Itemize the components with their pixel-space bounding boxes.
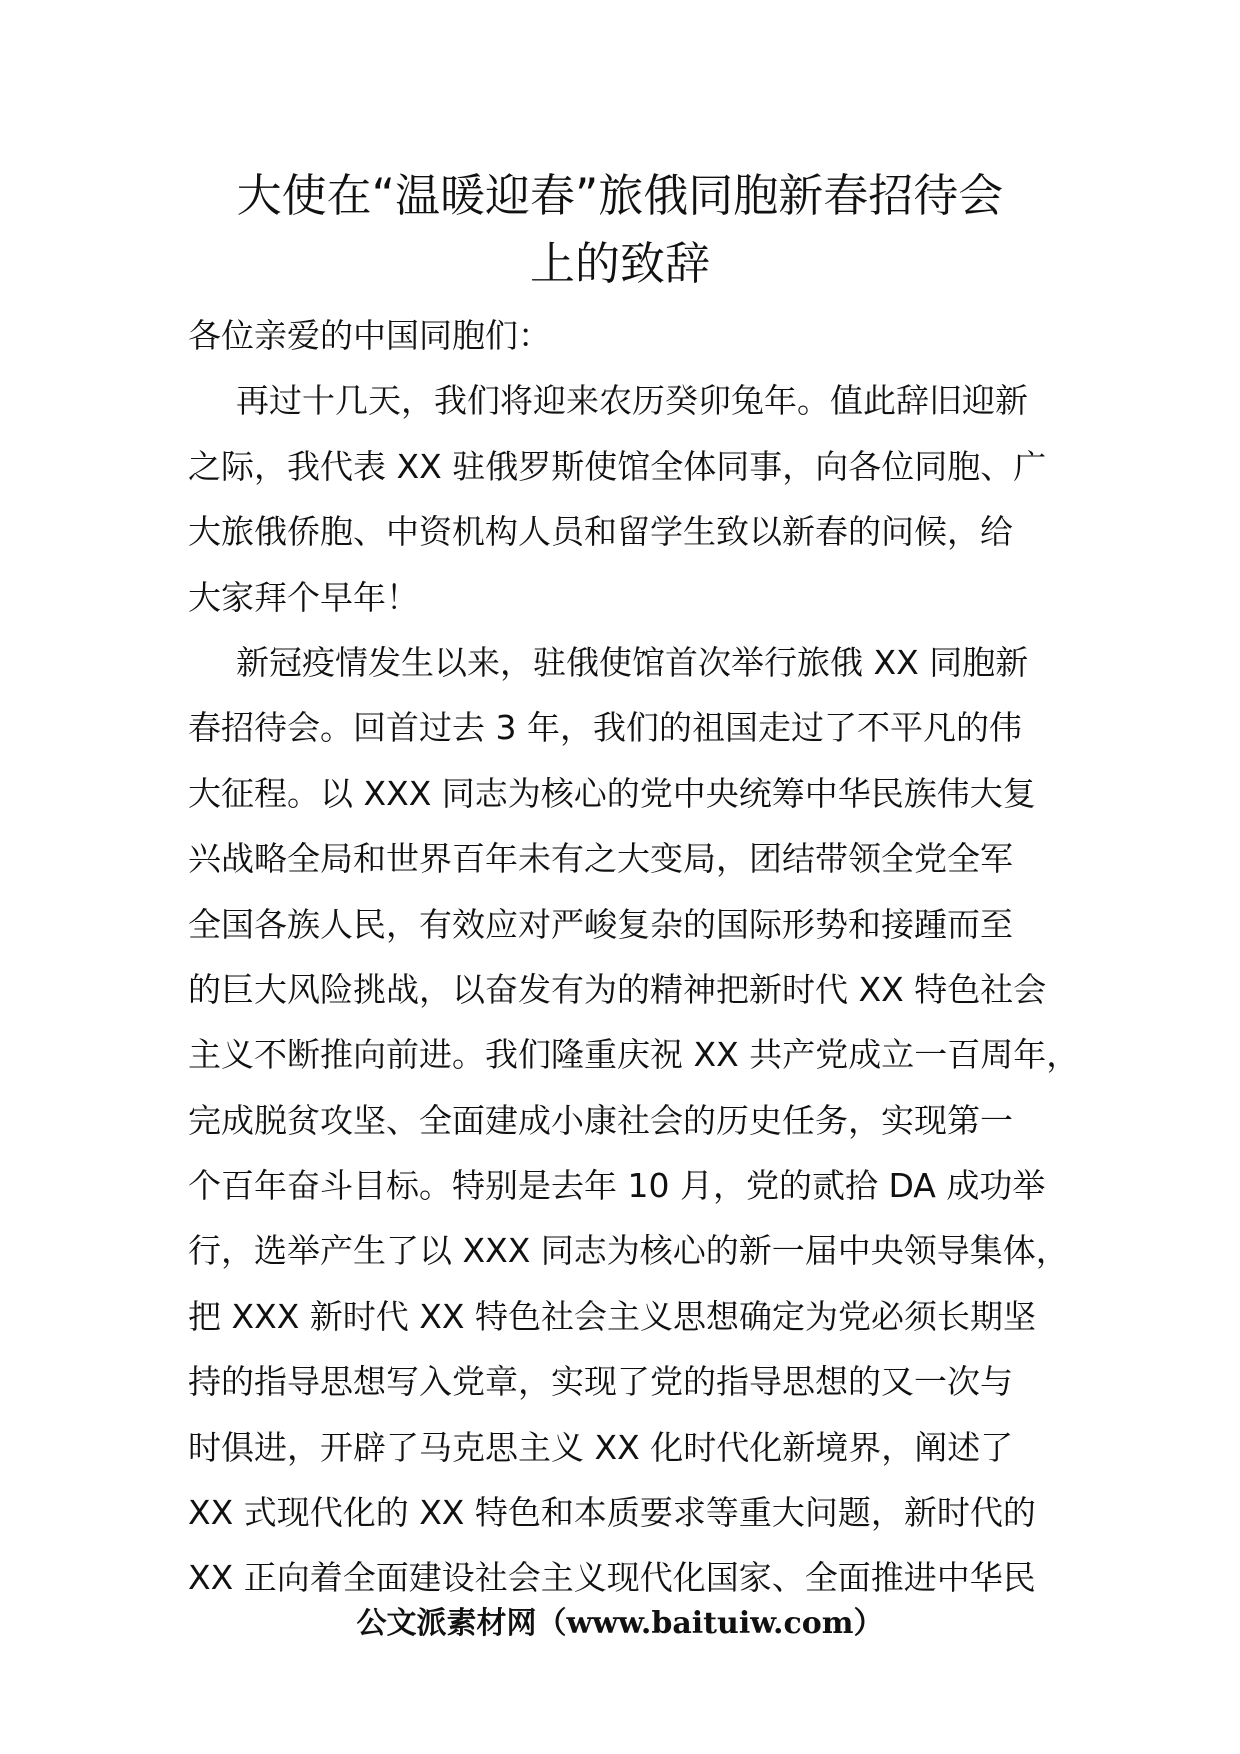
paragraph-2-line: 行，选举产生了以 XXX 同志为核心的新一届中央领导集体，: [188, 1231, 1069, 1271]
paragraph-2-line: 全国各族人民，有效应对严峻复杂的国际形势和接踵而至: [188, 904, 1013, 944]
paragraph-1-line: 之际，我代表 XX 驻俄罗斯使馆全体同事，向各位同胞、广: [188, 446, 1047, 486]
paragraph-2-line: 的巨大风险挑战，以奋发有为的精神把新时代 XX 特色社会: [188, 969, 1047, 1009]
paragraph-2-line: 个百年奋斗目标。特别是去年 10 月，党的贰拾 DA 成功举: [188, 1166, 1046, 1206]
paragraph-2-line: 把 XXX 新时代 XX 特色社会主义思想确定为党必须长期坚: [188, 1296, 1036, 1336]
footer-watermark-text: 公文派素材网（www.baituiw.com）: [356, 1606, 884, 1641]
salutation: 各位亲爱的中国同胞们：: [188, 316, 551, 355]
document-body: [188, 303, 1080, 1611]
paragraph-2-line: 兴战略全局和世界百年未有之大变局，团结带领全党全军: [188, 839, 1013, 879]
document-title: [190, 162, 1050, 298]
paragraph-1-line: 再过十几天，我们将迎来农历癸卯兔年。值此辞旧迎新: [236, 381, 1028, 421]
paragraph-2-line: 持的指导思想写入党章，实现了党的指导思想的又一次与: [188, 1362, 1013, 1402]
title-line-2: 上的致辞: [529, 237, 710, 290]
paragraph-2-line: 春招待会。回首过去 3 年，我们的祖国走过了不平凡的伟: [188, 708, 1022, 748]
title-line-1: 大使在“温暖迎春”旅俄同胞新春招待会: [236, 169, 1004, 222]
paragraph-1-line: 大家拜个早年！: [188, 577, 419, 617]
paragraph-2-line: 时俱进，开辟了马克思主义 XX 化时代化新境界，阐述了: [188, 1427, 1014, 1467]
paragraph-2-line: 大征程。以 XXX 同志为核心的党中央统筹中华民族伟大复: [188, 773, 1036, 813]
paragraph-2-line: 完成脱贫攻坚、全面建成小康社会的历史任务，实现第一: [188, 1100, 1013, 1140]
paragraph-2: [188, 630, 1080, 1611]
paragraph-2-line: 主义不断推向前进。我们隆重庆祝 XX 共产党成立一百周年，: [188, 1035, 1080, 1075]
paragraph-1: [188, 368, 1058, 630]
paragraph-2-line: 新冠疫情发生以来，驻俄使馆首次举行旅俄 XX 同胞新: [236, 642, 1029, 682]
paragraph-2-line: XX 正向着全面建设社会主义现代化国家、全面推进中华民: [188, 1558, 1036, 1598]
paragraph-2-line: XX 式现代化的 XX 特色和本质要求等重大问题，新时代的: [188, 1493, 1036, 1533]
paragraph-1-line: 大旅俄侨胞、中资机构人员和留学生致以新春的问候，给: [188, 512, 1013, 552]
